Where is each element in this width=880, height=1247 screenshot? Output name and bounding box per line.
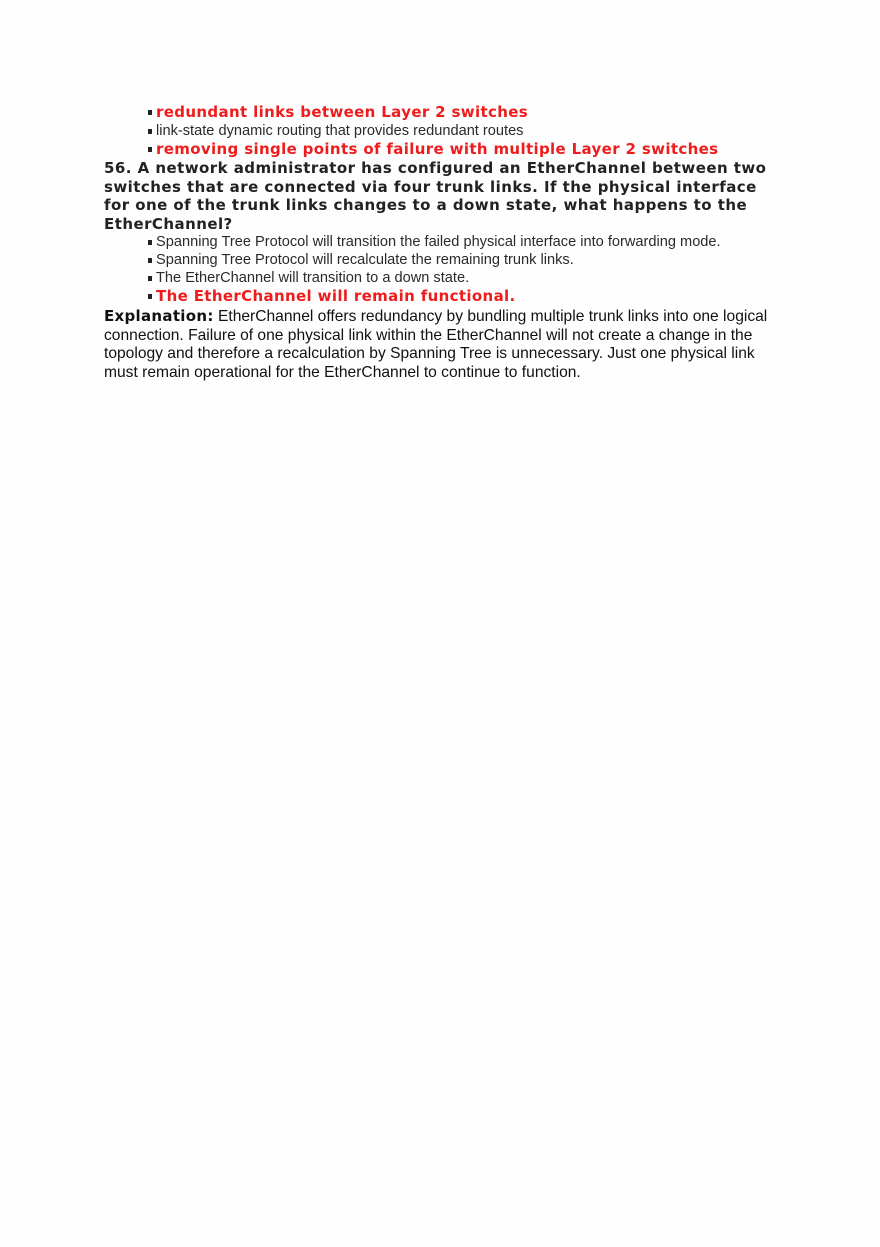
- explanation-text: EtherChannel offers redundancy by bundling multiple trunk links into one logical connection. Failure of one physical link within the EtherChannel will not create a change in the topology and therefore a recalculation by Spanning Tree is unnecessary. Just one physical link must remain operational for the EtherChannel to continue to function.: [104, 308, 768, 382]
- previous-question-options: [104, 103, 784, 159]
- page-content: [104, 103, 784, 383]
- option-item: The EtherChannel will transition to a down state.: [148, 269, 784, 287]
- option-item-correct: redundant links between Layer 2 switches: [148, 103, 784, 122]
- option-item: Spanning Tree Protocol will transition the failed physical interface into forwarding mode.: [148, 233, 784, 251]
- option-item-correct: The EtherChannel will remain functional.: [148, 287, 784, 306]
- option-item: link-state dynamic routing that provides redundant routes: [148, 122, 784, 140]
- question-options: [104, 233, 784, 306]
- explanation-label: Explanation:: [104, 307, 214, 325]
- explanation-paragraph: [104, 307, 784, 383]
- option-item: Spanning Tree Protocol will recalculate the remaining trunk links.: [148, 251, 784, 269]
- question-text: 56. A network administrator has configured an EtherChannel between two switches that are connected via four trunk links. If the physical interface for one of the trunk links changes to a down state, what happens to the EtherChannel?: [104, 159, 767, 233]
- option-item-correct: removing single points of failure with multiple Layer 2 switches: [148, 140, 784, 159]
